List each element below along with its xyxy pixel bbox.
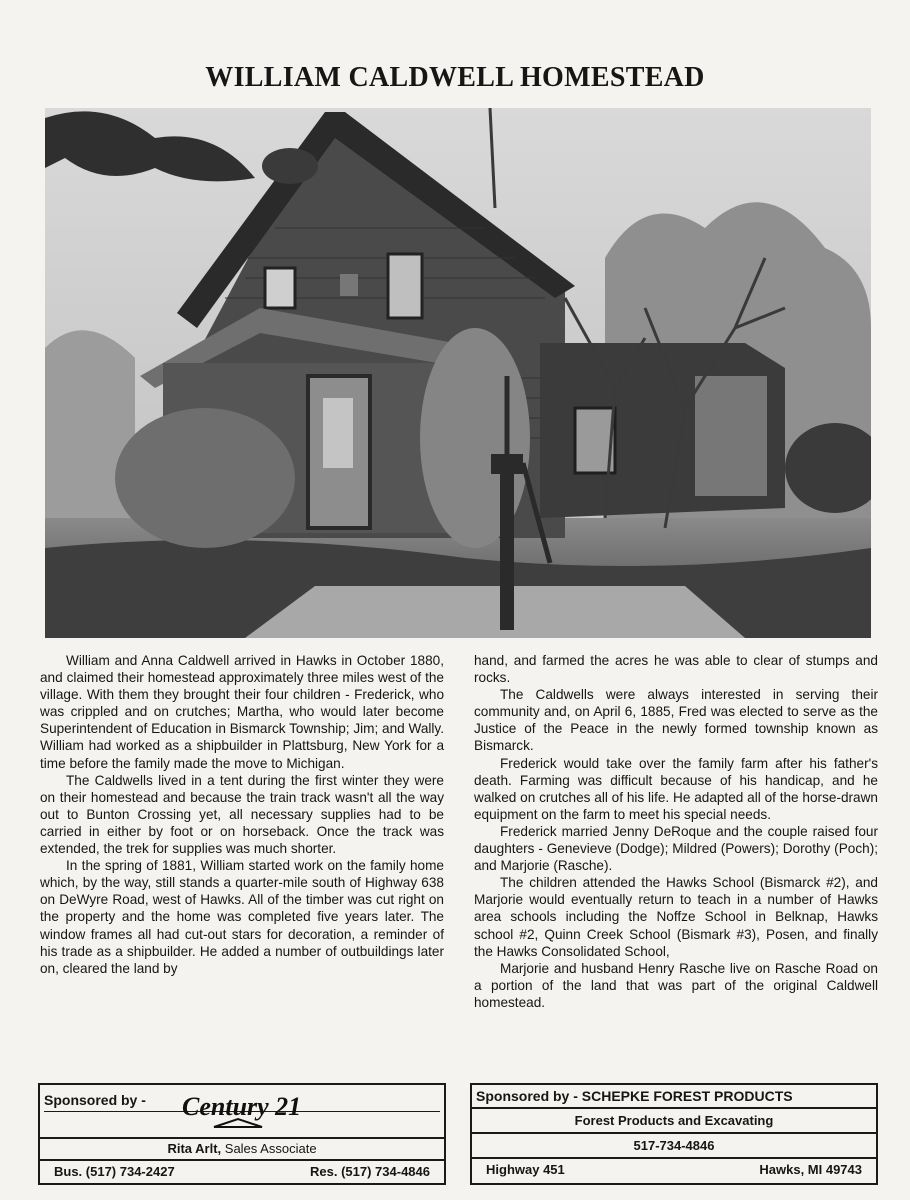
phone-row xyxy=(40,1161,444,1183)
century21-logo xyxy=(180,1091,340,1133)
sponsor-label: Sponsored by - xyxy=(44,1092,146,1108)
agent-name: Rita Arlt, xyxy=(167,1141,222,1156)
agent-role: Sales Associate xyxy=(221,1141,317,1156)
paragraph-continuation: hand, and farmed the acres he was able to clear of stumps and rocks. xyxy=(474,653,878,686)
article-column-right xyxy=(474,652,878,1011)
logo-wordmark: Century 21 xyxy=(182,1092,302,1121)
paragraph: The Caldwells lived in a tent during the first winter they were on their homestead and because the train track wasn't all the way out to Bunton Crossing yet, all necessary supplies had to be carried in either by foot or on horseback. Once the track was extended, the trek for supplies was much shorter. xyxy=(40,772,444,857)
paragraph: William and Anna Caldwell arrived in Hawks in October 1880, and claimed their homestead approximately three miles west of the village. With them they brought their four children - Frederick, who was crippled and on crutches; Martha, who would later become Superintendent of Education in Bismarck Township; Jim; and Wally. William had worked as a shipbuilder in Plattsburg, New York for a time before the family made the move to Michigan. xyxy=(40,653,444,771)
sponsor-box-century21 xyxy=(38,1083,446,1185)
article-column-left xyxy=(40,652,444,977)
address-city: Hawks, MI 49743 xyxy=(759,1162,862,1177)
paragraph: The Caldwells were always interested in serving their community and, on April 6, 1885, Fred was elected to serve as the Justice of the Peace in the newly formed township known as Bismarck. xyxy=(474,687,878,754)
sponsor-header-row: Sponsored by - SCHEPKE FOREST PRODUCTS xyxy=(472,1085,876,1109)
sponsor-phone: 517-734-4846 xyxy=(472,1134,876,1159)
address-row xyxy=(472,1159,876,1183)
paragraph: In the spring of 1881, William started work on the family home which, by the way, still stands a quarter-mile south of Highway 638 on DeWyre Road, west of Hawks. All of the timber was cut right on the property and the home was completed five years later. The window frames all had cut-out stars for decoration, a reminder of his trade as a shipbuilder. He added a number of outbuildings later on, cleared the land by xyxy=(40,858,444,976)
agent-row xyxy=(40,1139,444,1161)
business-phone: Bus. (517) 734-2427 xyxy=(54,1164,175,1179)
sponsor-tagline: Forest Products and Excavating xyxy=(472,1109,876,1134)
residence-phone: Res. (517) 734-4846 xyxy=(310,1164,430,1179)
paragraph: Marjorie and husband Henry Rasche live on Rasche Road on a portion of the land that was part of the original Caldwell homestead. xyxy=(474,960,878,1010)
address-street: Highway 451 xyxy=(486,1162,565,1177)
article-title: WILLIAM CALDWELL HOMESTEAD xyxy=(205,62,705,93)
paragraph: Frederick would take over the family farm after his father's death. Farming was difficult because of his handicap, and he walked on crutches all of his life. He adapted all of the horse-drawn equipment on the farm to meet his special needs. xyxy=(474,755,878,822)
paragraph: The children attended the Hawks School (Bismarck #2), and Marjorie would eventually return to teach in a number of Hawks area schools including the Noffze School in Belknap, Hawks school #2, Quinn Creek School (Bismark #3), Posen, and finally the Hawks Consolidated School, xyxy=(474,875,878,959)
sponsor-header-row xyxy=(40,1085,444,1139)
sponsor-box-schepke xyxy=(470,1083,878,1185)
homestead-photo xyxy=(45,108,871,638)
paragraph: Frederick married Jenny DeRoque and the couple raised four daughters - Genevieve (Dodge); Mildred (Powers); Dorothy (Poch); and Marjorie (Rasche). xyxy=(474,823,878,874)
